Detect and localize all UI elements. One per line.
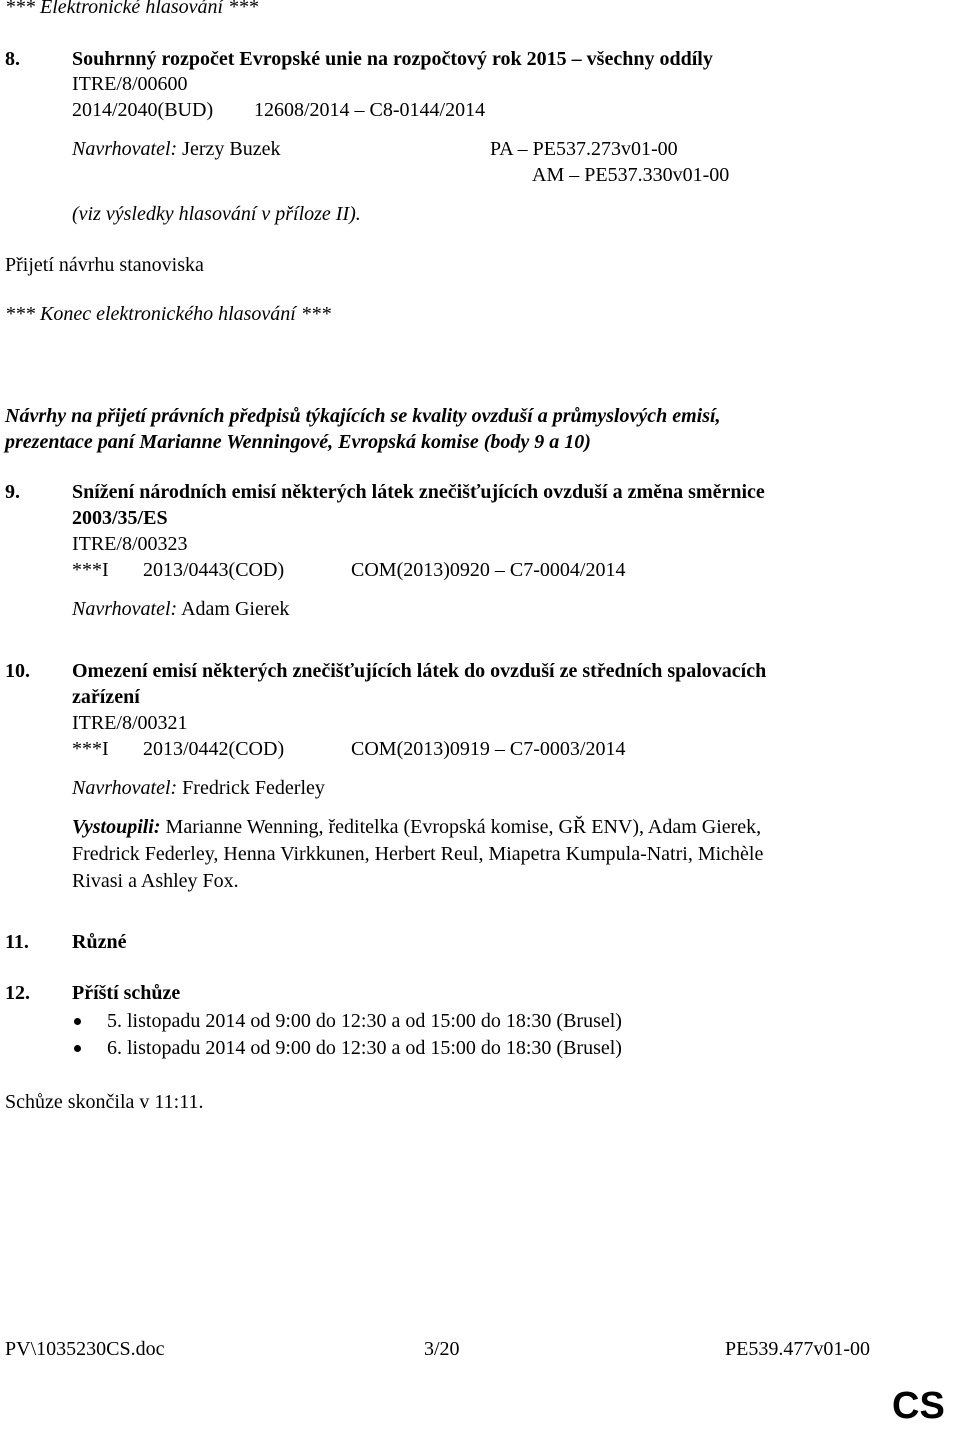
- item10-procedure: 2013/0442(COD): [143, 738, 285, 760]
- item10-marker: ***I: [72, 738, 109, 760]
- electronic-vote-end: *** Konec elektronického hlasování ***: [5, 303, 331, 325]
- proposals-heading-line1: Návrhy na přijetí právních předpisů týkajících se kvality ovzduší a průmyslových emisí,: [5, 405, 721, 427]
- item9-title-line1: Snížení národních emisí některých látek znečišťujících ovzduší a změna směrnice: [72, 481, 765, 503]
- item9-procedure: 2013/0443(COD): [143, 559, 285, 581]
- item8-adoption: Přijetí návrhu stanoviska: [5, 254, 204, 276]
- footer-doc: PV\1035230CS.doc: [5, 1338, 165, 1360]
- item10-com: COM(2013)0919 – C7-0003/2014: [351, 738, 626, 760]
- bullet-icon: [74, 1045, 81, 1052]
- item10-title-line2: zařízení: [72, 686, 140, 708]
- item10-speakers-line3: Rivasi a Ashley Fox.: [72, 870, 239, 892]
- footer-page: 3/20: [424, 1338, 460, 1360]
- speakers-text: Marianne Wenning, ředitelka (Evropská komise, GŘ ENV), Adam Gierek,: [165, 816, 762, 838]
- rapporteur-label: Navrhovatel:: [72, 598, 178, 620]
- item8-vote-note: (viz výsledky hlasování v příloze II).: [72, 203, 361, 225]
- item10-speakers-line1: [72, 815, 761, 839]
- rapporteur-name: Adam Gierek: [181, 598, 290, 620]
- item12-title: Příští schůze: [72, 982, 181, 1004]
- item10-speakers-line2: Fredrick Federley, Henna Virkkunen, Herbert Reul, Miapetra Kumpula-Natri, Michèle: [72, 843, 764, 865]
- item9-rapporteur: [72, 597, 289, 621]
- meeting-item: 6. listopadu 2014 od 9:00 do 12:30 a od 15:00 do 18:30 (Brusel): [107, 1037, 622, 1059]
- item8-pa: PA – PE537.273v01-00: [490, 138, 678, 160]
- item8-procedure: 2014/2040(BUD): [72, 99, 214, 121]
- bullet-icon: [74, 1018, 81, 1025]
- item12-number: 12.: [5, 982, 30, 1004]
- rapporteur-label: Navrhovatel:: [72, 138, 178, 160]
- item9-number: 9.: [5, 481, 20, 503]
- item8-ref: ITRE/8/00600: [72, 73, 188, 95]
- meeting-item: 5. listopadu 2014 od 9:00 do 12:30 a od 15:00 do 18:30 (Brusel): [107, 1010, 622, 1032]
- item8-doc-number: 12608/2014 – C8-0144/2014: [254, 99, 486, 121]
- item11-number: 11.: [5, 931, 29, 953]
- item9-ref: ITRE/8/00323: [72, 533, 188, 555]
- item8-title: Souhrnný rozpočet Evropské unie na rozpočtový rok 2015 – všechny oddíly: [72, 48, 713, 70]
- rapporteur-name: Jerzy Buzek: [182, 138, 281, 160]
- item9-marker: ***I: [72, 559, 109, 581]
- item8-rapporteur: [72, 137, 280, 161]
- item10-ref: ITRE/8/00321: [72, 712, 188, 734]
- item10-number: 10.: [5, 660, 30, 682]
- item10-title-line1: Omezení emisí některých znečišťujících látek do ovzduší ze středních spalovacích: [72, 660, 767, 682]
- closing-text: Schůze skončila v 11:11.: [5, 1091, 204, 1113]
- item8-am: AM – PE537.330v01-00: [532, 164, 730, 186]
- electronic-vote-start: *** Elektronické hlasování ***: [5, 0, 259, 18]
- rapporteur-label: Navrhovatel:: [72, 777, 178, 799]
- speakers-label: Vystoupili:: [72, 816, 161, 838]
- rapporteur-name: Fredrick Federley: [182, 777, 325, 799]
- item10-rapporteur: [72, 776, 325, 800]
- footer-pe: PE539.477v01-00: [725, 1338, 870, 1360]
- item9-com: COM(2013)0920 – C7-0004/2014: [351, 559, 626, 581]
- item11-title: Různé: [72, 931, 127, 953]
- item9-title-line2: 2003/35/ES: [72, 507, 168, 529]
- footer-language: CS: [892, 1385, 945, 1427]
- item8-number: 8.: [5, 48, 20, 70]
- proposals-heading-line2: prezentace paní Marianne Wenningové, Evropská komise (body 9 a 10): [5, 431, 591, 453]
